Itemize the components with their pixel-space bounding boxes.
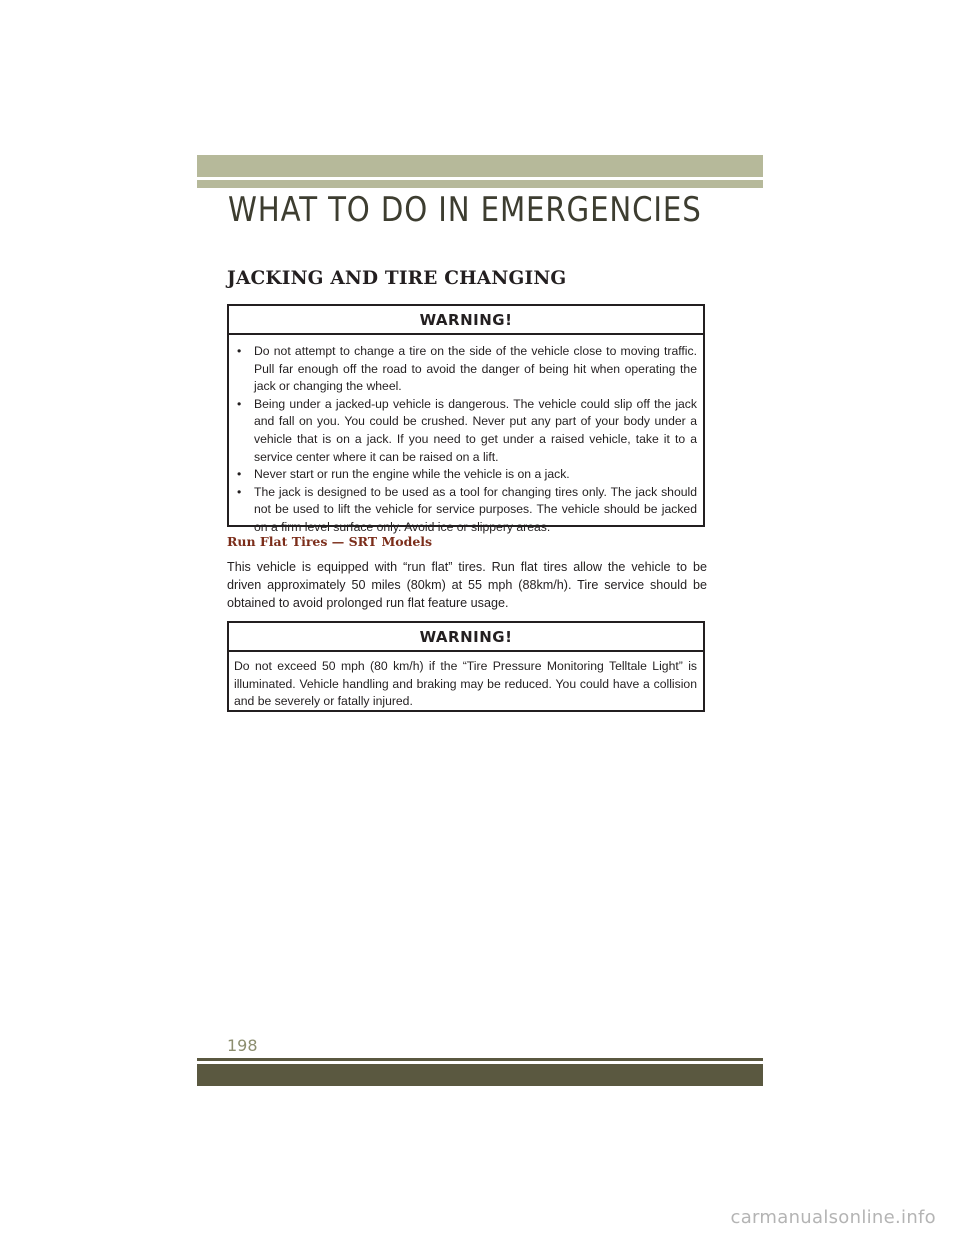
run-flat-heading: Run Flat Tires — SRT Models: [227, 534, 433, 549]
header-band: [197, 155, 763, 177]
watermark: carmanualsonline.info: [730, 1207, 936, 1228]
warning-item: • The jack is designed to be used as a tool for changing tires only. The jack should not be used to lift the vehicle for service purposes. The vehicle should be jacked on a firm level surface only. Avoid ice or slippery areas.: [237, 484, 697, 534]
warning-item: • Being under a jacked-up vehicle is dangerous. The vehicle could slip off the jack and fall on you. You could be crushed. Never put any part of your body under a vehicle that is on a jack. If you need to get under a raised vehicle, take it to a service center where it can be raised on a lift.: [237, 396, 697, 464]
bullet-icon: •: [237, 344, 242, 358]
bullet-icon: •: [237, 484, 242, 499]
warning-list: [229, 335, 703, 537]
footer-band: [197, 1064, 763, 1086]
warning-box-run-flat: [227, 621, 705, 712]
warning-text: Do not exceed 50 mph (80 km/h) if the “Tire Pressure Monitoring Telltale Light” is illuminated. Vehicle handling and braking may be reduced. You could have a collision and be severely or fatally injured.: [234, 659, 697, 709]
run-flat-body: This vehicle is equipped with “run flat” tires. Run flat tires allow the vehicle to be driven approximately 50 miles (80km) at 55 mph (88km/h). Tire service should be obtained to avoid prolonged run flat feature usage.: [227, 560, 707, 610]
warning-title: WARNING!: [229, 306, 703, 335]
bullet-icon: •: [237, 396, 242, 411]
footer-rule: [197, 1058, 763, 1061]
warning-title: WARNING!: [229, 623, 703, 652]
warning-item: • Never start or run the engine while the vehicle is on a jack.: [237, 466, 697, 484]
warning-item: • Do not attempt to change a tire on the side of the vehicle close to moving traffic. Pull far enough off the road to avoid the danger of being hit when operating the jack or changing the wheel.: [237, 344, 697, 394]
chapter-title: WHAT TO DO IN EMERGENCIES: [228, 190, 702, 230]
bullet-icon: •: [237, 467, 242, 482]
section-heading: JACKING AND TIRE CHANGING: [227, 268, 567, 289]
header-rule: [197, 180, 763, 188]
warning-box-jacking: [227, 304, 705, 534]
page-number: 198: [227, 1036, 258, 1055]
